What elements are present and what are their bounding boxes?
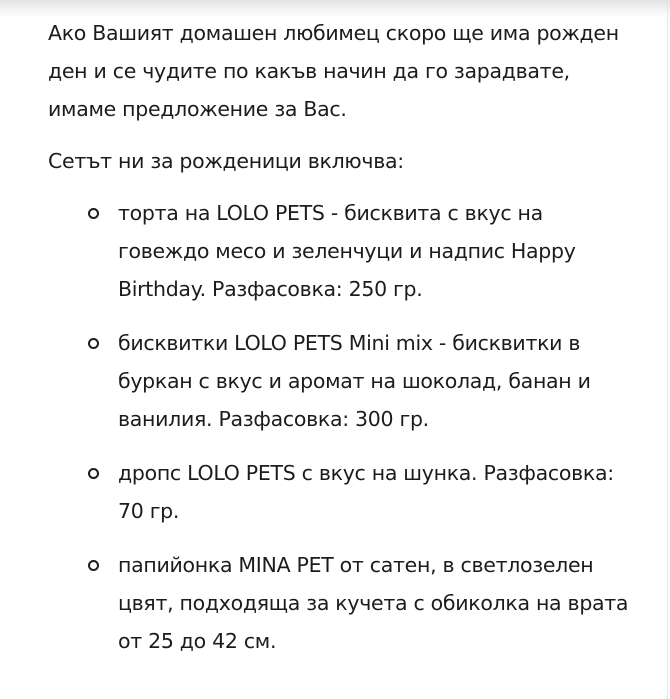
list-heading: Сетът ни за рожденици включва: <box>48 149 404 173</box>
list-item-text: папийонка MINA PET от сатен, в светлозелен цвят, подходяща за кучета с обиколка на врата от 25 до 42 см. <box>118 553 629 653</box>
hollow-circle-bullet-icon <box>88 208 99 219</box>
list-item-text: бисквитки LOLO PETS Mini mix - бисквитки в буркан с вкус и аромат на шоколад, банан и ванилия. Разфасовка: 300 гр. <box>118 331 591 431</box>
hollow-circle-bullet-icon <box>88 338 99 349</box>
list-item <box>48 194 638 308</box>
list-item-text: дропс LOLO PETS с вкус на шунка. Разфасовка: 70 гр. <box>118 461 614 523</box>
product-description <box>48 14 638 676</box>
hollow-circle-bullet-icon <box>88 468 99 479</box>
list-item <box>48 546 638 660</box>
hollow-circle-bullet-icon <box>88 560 99 571</box>
list-item <box>48 454 638 530</box>
set-contents-list <box>48 194 638 660</box>
scrollbar-edge <box>667 0 668 699</box>
list-item <box>48 324 638 438</box>
list-item-text: торта на LOLO PETS - бисквита с вкус на говеждо месо и зеленчуци и надпис Happy Birthday. Разфасовка: 250 гр. <box>118 201 576 301</box>
intro-paragraph: Ако Вашият домашен любимец скоро ще има рожден ден и се чудите по какъв начин да го зарадвате, имаме предложение за Вас. <box>48 21 619 121</box>
